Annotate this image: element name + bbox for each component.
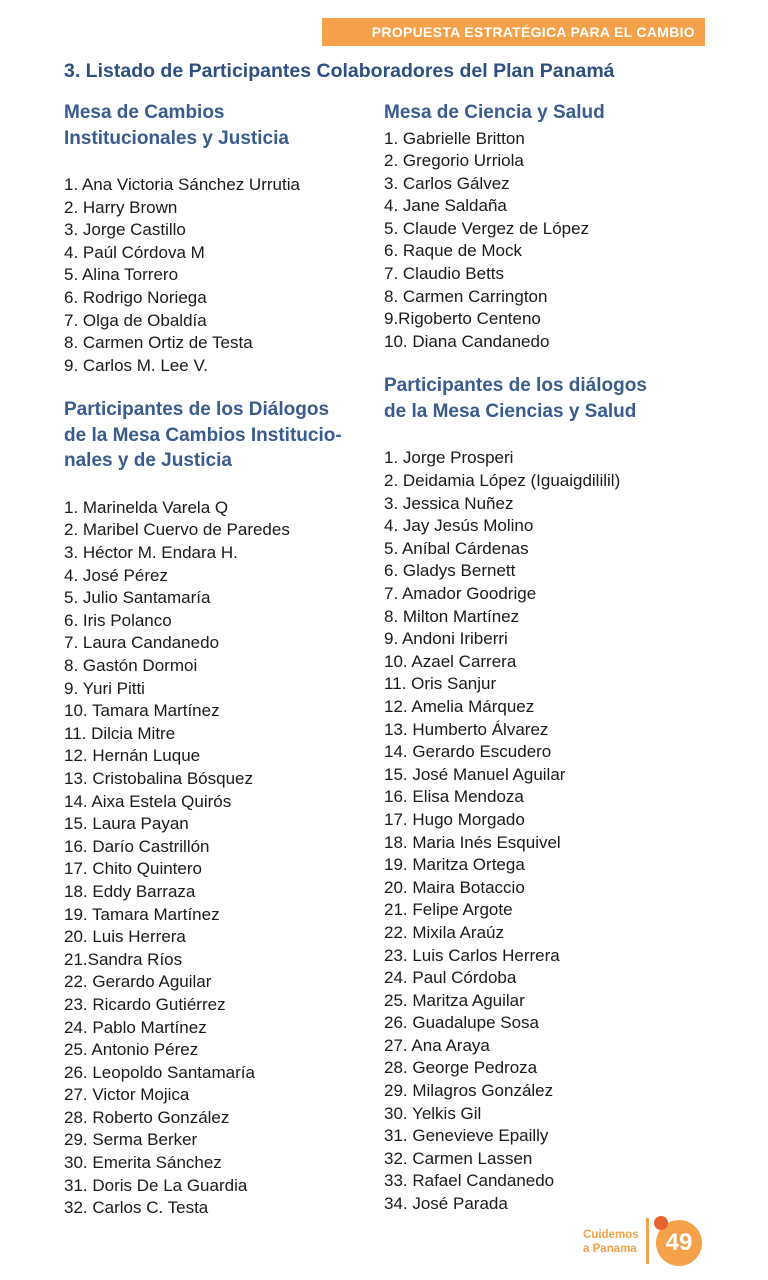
list-item: 24. Paul Córdoba [384,968,517,988]
list-item: 12. Amelia Márquez [384,696,535,716]
list-item: 9. Carlos M. Lee V. [64,355,208,375]
list-item: 23. Ricardo Gutiérrez [64,994,226,1014]
list-item: 27. Ana Araya [384,1035,490,1055]
list-item: 9. Yuri Pitti [64,678,145,698]
list-item: 20. Luis Herrera [64,927,186,947]
page-dot-icon [654,1216,668,1230]
heading-line: Mesa de Ciencia y Salud [384,102,605,123]
list-item: 7. Claudio Betts [384,264,505,284]
list-item: 14. Aixa Estela Quirós [64,791,232,811]
list-item: 18. Maria Inés Esquivel [384,832,561,852]
list-item: 20. Maira Botaccio [384,877,525,897]
list-item: 1. Jorge Prosperi [384,448,514,468]
list-item: 8. Milton Martínez [384,606,520,626]
header-band-text: PROPUESTA ESTRATÉGICA PARA EL CAMBIO [371,24,695,40]
list-item: 1. Gabrielle Britton [384,128,525,148]
list-item: 11. Oris Sanjur [384,674,497,694]
heading-line: Participantes de los diálogos [384,375,647,397]
list-item: 19. Maritza Ortega [384,855,525,875]
list-dialogos-ciencia [384,447,724,1215]
brand-line: a Panama [583,1243,637,1255]
list-mesa-ciencia [384,128,724,354]
list-item: 21.Sandra Ríos [64,949,183,969]
list-item: 8. Gastón Dormoi [64,656,198,675]
footer-brand [583,1228,639,1256]
list-item: 10. Azael Carrera [384,651,517,671]
list-item: 7. Olga de Obaldía [64,310,207,330]
brand-line: Cuidemos [583,1229,639,1241]
list-item: 7. Amador Goodrige [384,584,537,603]
page-number: 49 [665,1229,693,1256]
list-item: 7. Laura Candanedo [64,633,220,653]
list-item: 8. Carmen Ortiz de Testa [64,333,253,353]
list-item: 17. Chito Quintero [64,859,202,879]
header-band [322,18,705,46]
list-item: 23. Luis Carlos Herrera [384,945,560,965]
heading-line: Mesa de Cambios [64,102,225,123]
heading-dialogos-cambios [64,397,382,474]
list-item: 6. Raque de Mock [384,241,522,261]
list-item: 16. Darío Castrillón [64,836,210,856]
list-item: 28. Roberto González [64,1107,230,1127]
list-item: 26. Leopoldo Santamaría [64,1062,255,1082]
list-item: 10. Tamara Martínez [64,701,220,721]
list-item: 6. Iris Polanco [64,610,172,630]
list-item: 13. Cristobalina Bósquez [64,768,254,788]
list-item: 3. Héctor M. Endara H. [64,543,238,563]
heading-line: de la Mesa Cambios Institucio- [64,424,342,446]
list-item: 16. Elisa Mendoza [384,787,524,807]
list-item: 6. Rodrigo Noriega [64,287,207,307]
heading-line: nales y de Justicia [64,450,232,472]
list-item: 18. Eddy Barraza [64,881,196,901]
list-item: 14. Gerardo Escudero [384,742,552,762]
list-item: 4. Jay Jesús Molino [384,516,534,536]
list-item: 24. Pablo Martínez [64,1017,207,1037]
list-item: 2. Deidamia López (Iguaigdililil) [384,471,621,491]
list-item: 33. Rafael Candanedo [384,1171,555,1191]
heading-dialogos-ciencia [384,373,724,424]
list-item: 4. Jane Saldaña [384,196,507,216]
list-item: 30. Emerita Sánchez [64,1153,222,1173]
list-item: 4. Paúl Córdova M [64,242,205,262]
list-item: 21. Felipe Argote [384,900,513,920]
list-item: 1. Ana Victoria Sánchez Urrutia [64,175,300,194]
list-item: 32. Carlos C. Testa [64,1198,209,1218]
list-item: 11. Dilcia Mitre [64,723,176,743]
list-item: 32. Carmen Lassen [384,1148,533,1168]
left-column [64,100,382,1220]
list-item: 8. Carmen Carrington [384,286,548,306]
list-item: 27. Victor Mojica [64,1085,190,1105]
list-item: 5. Julio Santamaría [64,588,211,608]
list-item: 3. Jessica Nuñez [384,493,514,513]
list-mesa-cambios [64,174,382,377]
list-item: 5. Aníbal Cárdenas [384,538,529,558]
list-item: 22. Mixila Araúz [384,922,504,942]
list-item: 26. Guadalupe Sosa [384,1013,540,1033]
section-title: 3. Listado de Participantes Colaboradores del Plan Panamá [64,60,615,82]
list-item: 1. Marinelda Varela Q [64,497,229,517]
list-item: 34. José Parada [384,1194,508,1214]
heading-mesa-cambios [64,100,382,151]
list-item: 25. Antonio Pérez [64,1040,199,1060]
list-item: 22. Gerardo Aguilar [64,972,212,992]
list-item: 5. Claude Vergez de López [384,218,590,238]
list-item: 31. Genevieve Epailly [384,1126,549,1146]
list-item: 31. Doris De La Guardia [64,1175,248,1195]
list-item: 2. Gregorio Urriola [384,151,524,171]
heading-line: Institucionales y Justicia [64,127,289,149]
list-item: 3. Jorge Castillo [64,220,186,240]
list-item: 10. Diana Candanedo [384,331,550,351]
heading-line: Participantes de los Diálogos [64,399,330,421]
list-item: 5. Alina Torrero [64,265,179,285]
list-item: 2. Harry Brown [64,197,178,217]
list-item: 29. Milagros González [384,1081,554,1101]
list-item: 15. José Manuel Aguilar [384,764,566,784]
list-dialogos-cambios [64,497,382,1220]
list-item: 3. Carlos Gálvez [384,173,510,193]
list-item: 6. Gladys Bernett [384,561,516,581]
list-item: 17. Hugo Morgado [384,809,525,829]
list-item: 12. Hernán Luque [64,746,201,766]
footer-divider [646,1218,649,1264]
list-item: 29. Serma Berker [64,1130,198,1150]
list-item: 15. Laura Payan [64,814,189,834]
right-column [384,100,724,1216]
list-item: 25. Maritza Aguilar [384,990,525,1010]
heading-line: de la Mesa Ciencias y Salud [384,400,637,422]
heading-mesa-ciencia [384,100,724,126]
list-item: 9.Rigoberto Centeno [384,309,541,329]
list-item: 2. Maribel Cuervo de Paredes [64,520,290,540]
list-item: 30. Yelkis Gil [384,1103,482,1123]
list-item: 28. George Pedroza [384,1058,538,1078]
list-item: 4. José Pérez [64,565,168,585]
list-item: 13. Humberto Álvarez [384,719,549,739]
list-item: 19. Tamara Martínez [64,904,220,924]
list-item: 9. Andoni Iriberri [384,629,508,649]
